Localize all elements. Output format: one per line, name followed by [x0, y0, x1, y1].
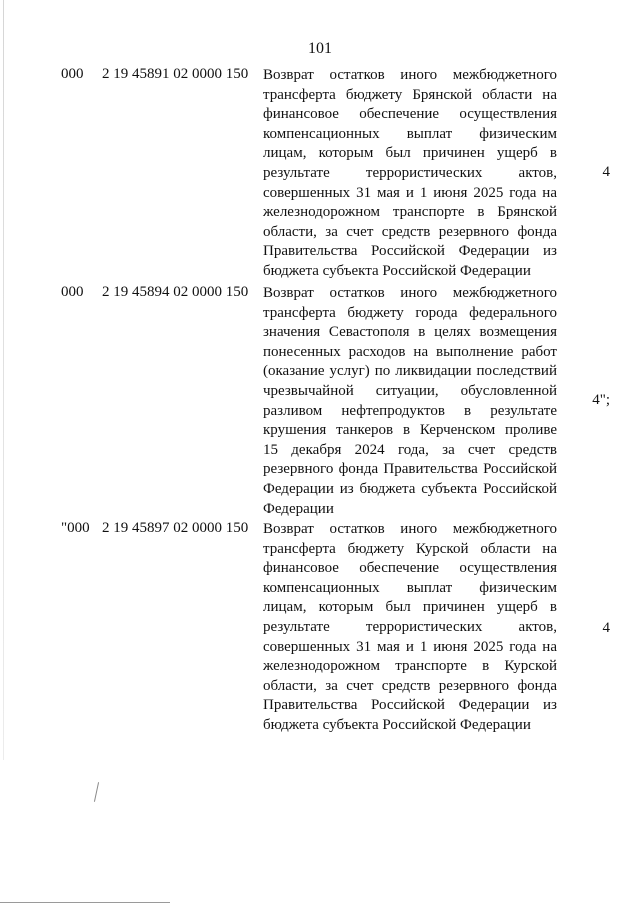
description-line: компенсационных выплат физическим [263, 579, 557, 596]
description-line: Федерации из бюджета субъекта Российской [263, 480, 557, 497]
description-line: Правительства Российской Федерации из [263, 697, 557, 714]
scan-bottom-line [0, 902, 170, 903]
description-line: значения Севастополя в целях возмещения [263, 324, 557, 341]
description-line: понесенных расходов на выполнение работ [263, 343, 557, 360]
description-line: Правительства Российской Федерации из [263, 243, 557, 260]
description-line: железнодорожном транспорте в Курской [263, 658, 557, 675]
admin-code: 000 [61, 284, 84, 300]
description-line: 15 декабря 2024 года, за счет средств [263, 441, 557, 458]
description-line: совершенных 31 мая и 1 июня 2025 года на [263, 638, 557, 655]
description-line: результате террористических актов, [263, 618, 557, 635]
description-line: бюджета субъекта Российской Федерации [263, 262, 531, 279]
scan-edge-shadow [3, 0, 4, 760]
description-line: трансферта бюджету Брянской области на [263, 86, 557, 103]
description-line: Возврат остатков иного межбюджетного [263, 67, 557, 83]
admin-code: 000 [61, 66, 84, 82]
budget-classification-code: 2 19 45897 02 0000 150 [102, 520, 249, 536]
budget-classification-code: 2 19 45891 02 0000 150 [102, 66, 249, 82]
description-line: результате террористических актов, [263, 164, 557, 181]
description-line: финансовое обеспечение осуществления [263, 560, 557, 577]
description-line: крушения танкеров в Керченском проливе [263, 422, 557, 439]
description-line: чрезвычайной ситуации, обусловленной [263, 382, 557, 399]
description-line: бюджета субъекта Российской Федерации [263, 716, 531, 733]
page-number: 101 [308, 40, 332, 57]
description-line: трансферта бюджету Курской области на [263, 540, 557, 557]
scan-mark [94, 782, 99, 802]
description-line: компенсационных выплат физическим [263, 125, 557, 142]
description-line: разливом нефтепродуктов в результате [263, 402, 557, 419]
entry-amount: 4 [602, 620, 610, 636]
description-line: лицам, которым был причинен ущерб в [263, 599, 557, 616]
description-line: Федерации [263, 500, 334, 517]
description-line: (оказание услуг) по ликвидации последствий [263, 363, 557, 380]
admin-code: "000 [61, 520, 90, 536]
description-line: железнодорожном транспорте в Брянской [263, 204, 557, 221]
description-line: лицам, которым был причинен ущерб в [263, 145, 557, 162]
budget-classification-code: 2 19 45894 02 0000 150 [102, 284, 249, 300]
description-line: области, за счет средств резервного фонда [263, 677, 557, 694]
description-line: области, за счет средств резервного фонда [263, 223, 557, 240]
description-line: Возврат остатков иного межбюджетного [263, 521, 557, 537]
description-line: финансовое обеспечение осуществления [263, 106, 557, 123]
entry-description [263, 284, 557, 519]
description-line: Возврат остатков иного межбюджетного [263, 285, 557, 301]
entry-description [263, 66, 557, 282]
description-line: совершенных 31 мая и 1 июня 2025 года на [263, 184, 557, 201]
description-line: трансферта бюджету города федерального [263, 304, 557, 321]
entry-amount: 4"; [592, 392, 610, 408]
description-line: резервного фонда Правительства Российской [263, 461, 557, 478]
entry-description [263, 520, 557, 736]
entry-amount: 4 [602, 164, 610, 180]
